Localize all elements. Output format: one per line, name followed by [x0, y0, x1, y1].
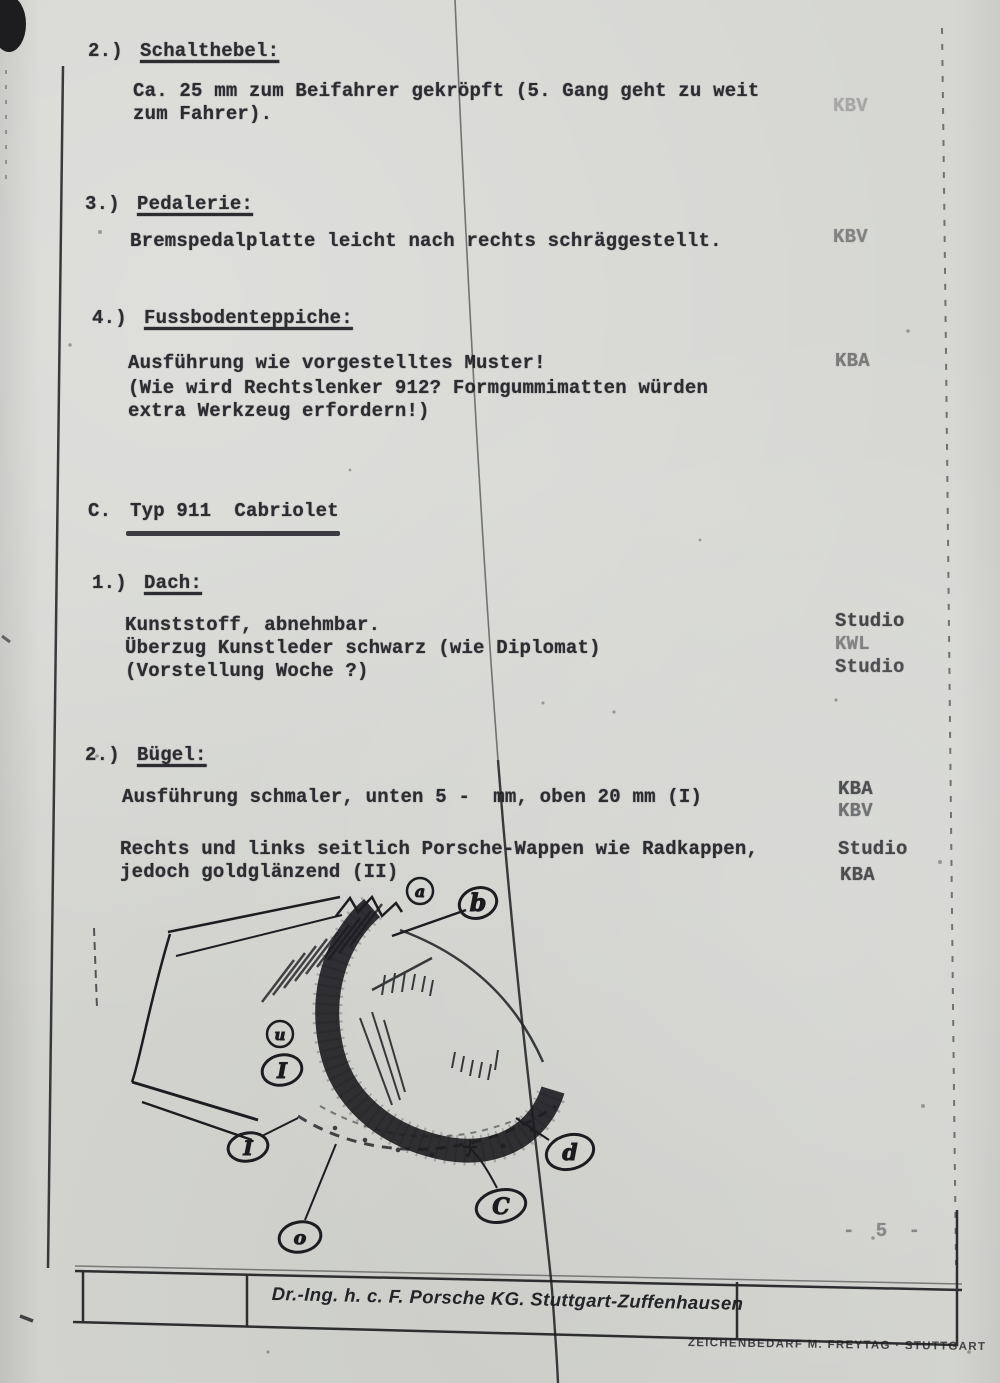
body-line: Bremspedalplatte leicht nach rechts schräggestellt. [130, 230, 722, 252]
chapter-title: Typ 911 Cabriolet [130, 500, 339, 522]
dept-code: KBA [835, 350, 870, 372]
label-a: a [414, 882, 426, 901]
label-c: C [492, 1194, 510, 1220]
print-credit: ZEICHENBEDARF M. FREYTAG · STUTTGART [687, 1337, 987, 1354]
label-roman-one-lower: I [243, 1136, 253, 1160]
body-line: (Wie wird Rechtslenker 912? Formgummimatten würden [128, 377, 709, 399]
section-number: 2.) [88, 40, 123, 62]
dept-code: KBV [838, 800, 873, 822]
dept-code: Studio [835, 656, 905, 678]
dept-code: Studio [838, 838, 908, 860]
section-title-dach: Dach: [144, 572, 203, 594]
dept-code: KWL [835, 633, 870, 655]
page-number: - 5 - [843, 1220, 926, 1242]
body-line: extra Werkzeug erfordern!) [128, 400, 430, 422]
section-title-pedalerie: Pedalerie: [137, 193, 254, 215]
chapter-underline [126, 531, 340, 536]
section-title-fussbodenteppiche: Fussbodenteppiche: [144, 307, 353, 329]
body-line: Ausführung wie vorgestelltes Muster! [128, 352, 546, 374]
label-roman-one-upper: I [277, 1058, 287, 1083]
dept-code: KBA [838, 778, 873, 800]
section-title-schalthebel: Schalthebel: [140, 40, 280, 62]
dept-code: Studio [835, 610, 905, 632]
section-title-buegel: Bügel: [137, 744, 207, 766]
dept-code: KBV [833, 95, 868, 117]
label-d: d [562, 1140, 578, 1166]
body-line: Ca. 25 mm zum Beifahrer gekröpft (5. Gang geht zu weit [133, 80, 760, 102]
section-number: 3.) [85, 193, 120, 215]
dept-code: KBA [840, 864, 875, 886]
chapter-letter: C. [88, 500, 112, 522]
footer-company-name: Dr.-Ing. h. c. F. Porsche KG. Stuttgart-Zuffenhausen [271, 1283, 744, 1314]
body-line: Kunststoff, abnehmbar. [125, 614, 381, 636]
body-line: Ausführung schmaler, unten 5 - mm, oben 20 mm (I) [122, 786, 703, 808]
section-number: 2.) [85, 744, 120, 766]
label-u: u [274, 1026, 286, 1044]
label-b: b [469, 888, 487, 917]
body-line: jedoch goldglänzend (II) [120, 861, 399, 883]
dept-code: KBV [833, 226, 868, 248]
section-number: 4.) [92, 307, 127, 329]
label-o: o [293, 1227, 307, 1249]
body-line: Überzug Kunstleder schwarz (wie Diplomat) [125, 637, 601, 659]
body-line: (Vorstellung Woche ?) [125, 660, 369, 682]
body-line: Rechts und links seitlich Porsche-Wappen wie Radkappen, [120, 838, 759, 860]
section-number: 1.) [92, 572, 127, 594]
body-line: zum Fahrer). [133, 103, 273, 125]
